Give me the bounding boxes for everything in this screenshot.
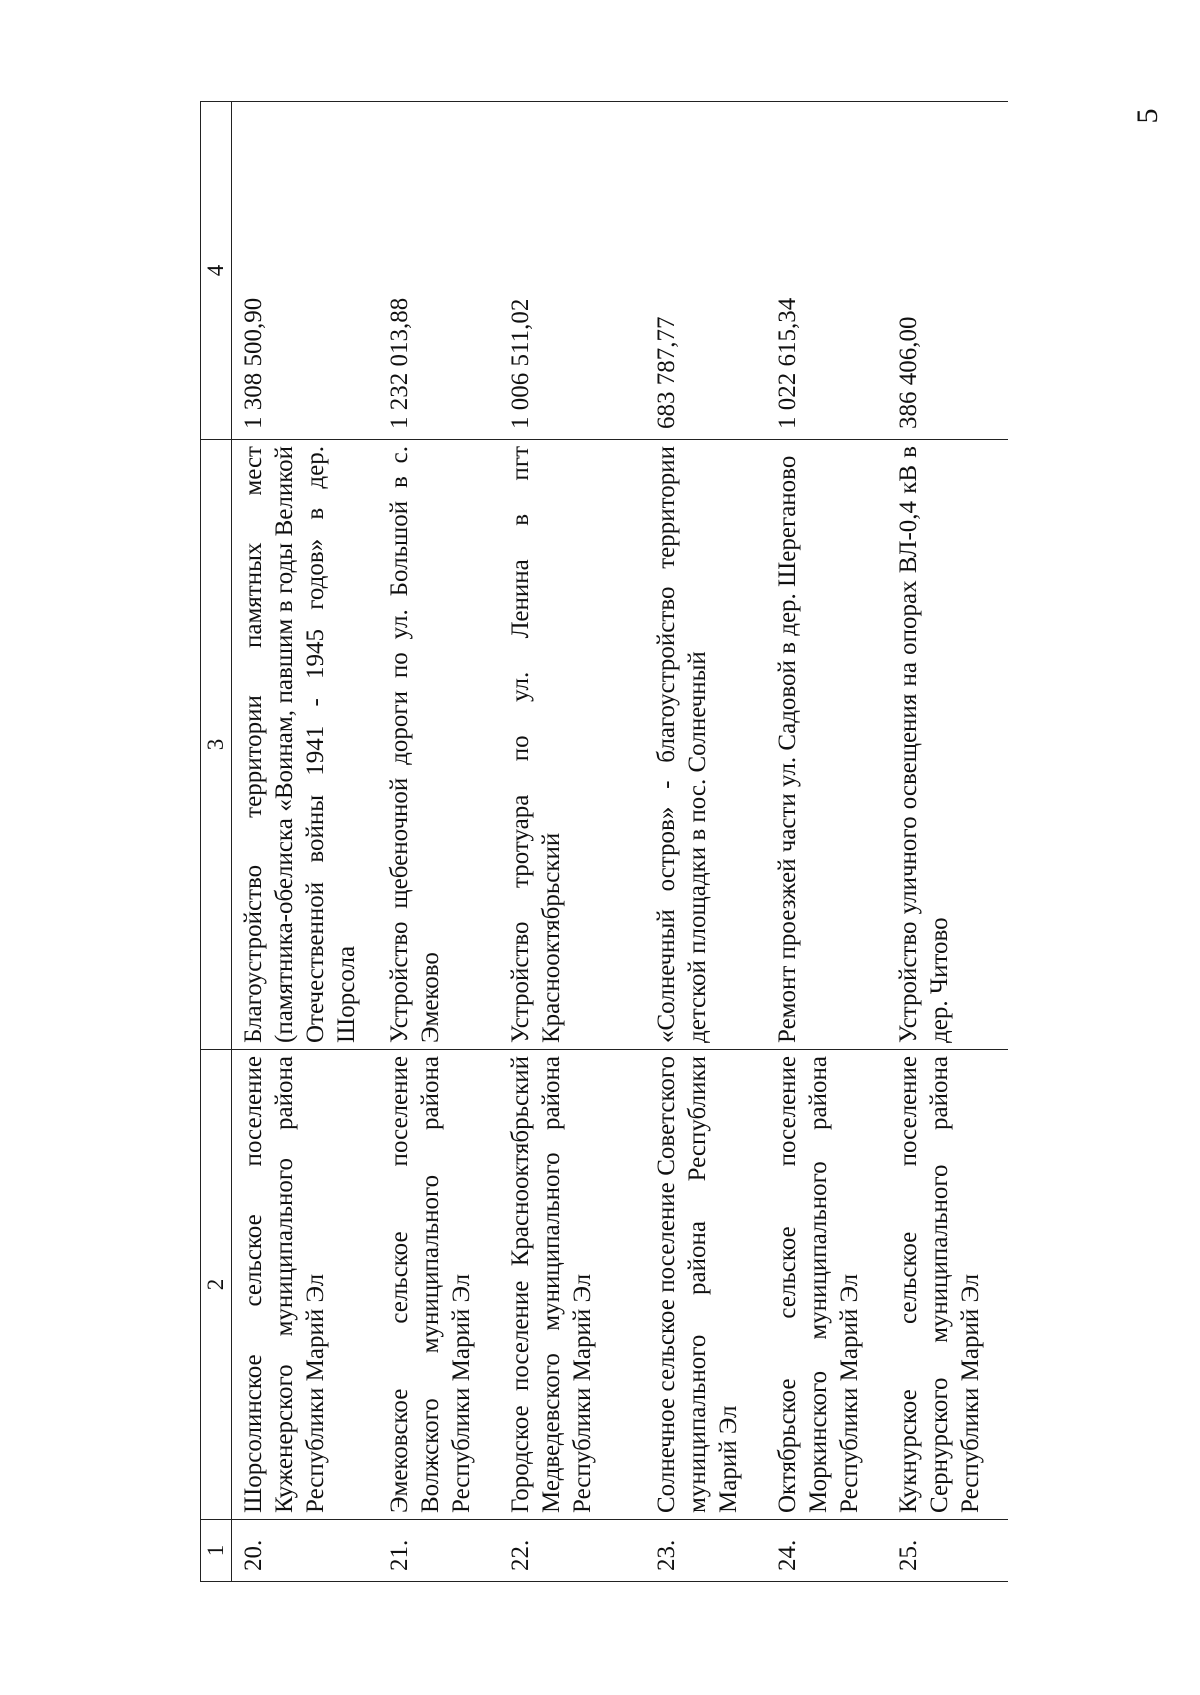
column-header-3: 3 [201,440,232,1050]
page-number: 5 [1131,108,1164,124]
row-number: 22. [499,1520,645,1582]
column-header-2: 2 [201,1050,232,1520]
municipality-cell: Городское поселение Краснооктябрьский Медведевского муниципального района Республики Марий Эл [499,1050,645,1520]
table-row [645,102,766,1582]
amount-cell: 386 406,00 [887,102,1008,440]
municipality-cell: Эмековское сельское поселение Волжского муниципального района Республики Марий Эл [378,1050,499,1520]
municipality-cell: Кукнурское сельское поселение Сернурского муниципального района Республики Марий Эл [887,1050,1008,1520]
row-number: 25. [887,1520,1008,1582]
amount-cell: 1 006 511,02 [499,102,645,440]
project-cell: Устройство тротуара по ул. Ленина в пгт Краснооктябрьский [499,440,645,1050]
amount-cell: 683 787,77 [645,102,766,440]
project-cell: «Солнечный остров» - благоустройство территории детской площадки в пос. Солнечный [645,440,766,1050]
table-row [232,102,379,1582]
municipality-cell: Солнечное сельское поселение Советского муниципального района Республики Марий Эл [645,1050,766,1520]
project-cell: Устройство щебеночной дороги по ул. Большой в с. Эмеково [378,440,499,1050]
row-number: 23. [645,1520,766,1582]
rotated-table-wrapper [200,102,1000,1582]
row-number: 21. [378,1520,499,1582]
municipality-cell: Шорсолинское сельское поселение Куженерского муниципального района Республики Марий Эл [232,1050,379,1520]
table-row [887,102,1008,1582]
column-header-4: 4 [201,102,232,440]
project-cell: Устройство уличного освещения на опорах ВЛ-0,4 кВ в дер. Читово [887,440,1008,1050]
amount-cell: 1 308 500,90 [232,102,379,440]
table-row [378,102,499,1582]
row-number: 20. [232,1520,379,1582]
municipality-cell: Октябрьское сельское поселение Моркинского муниципального района Республики Марий Эл [766,1050,887,1520]
project-cell: Благоустройство территории памятных мест (памятника-обелиска «Воинам, павшим в годы Великой Отечественной войны 1941 - 1945 годов» в дер. Шорсола [232,440,379,1050]
amount-cell: 1 022 615,34 [766,102,887,440]
table-header-row [201,102,232,1582]
table-row [766,102,887,1582]
project-cell: Ремонт проезжей части ул. Садовой в дер. Шереганово [766,440,887,1050]
column-header-1: 1 [201,1520,232,1582]
table-row [499,102,645,1582]
amount-cell: 1 232 013,88 [378,102,499,440]
row-number: 24. [766,1520,887,1582]
subsidy-table [200,101,1008,1582]
